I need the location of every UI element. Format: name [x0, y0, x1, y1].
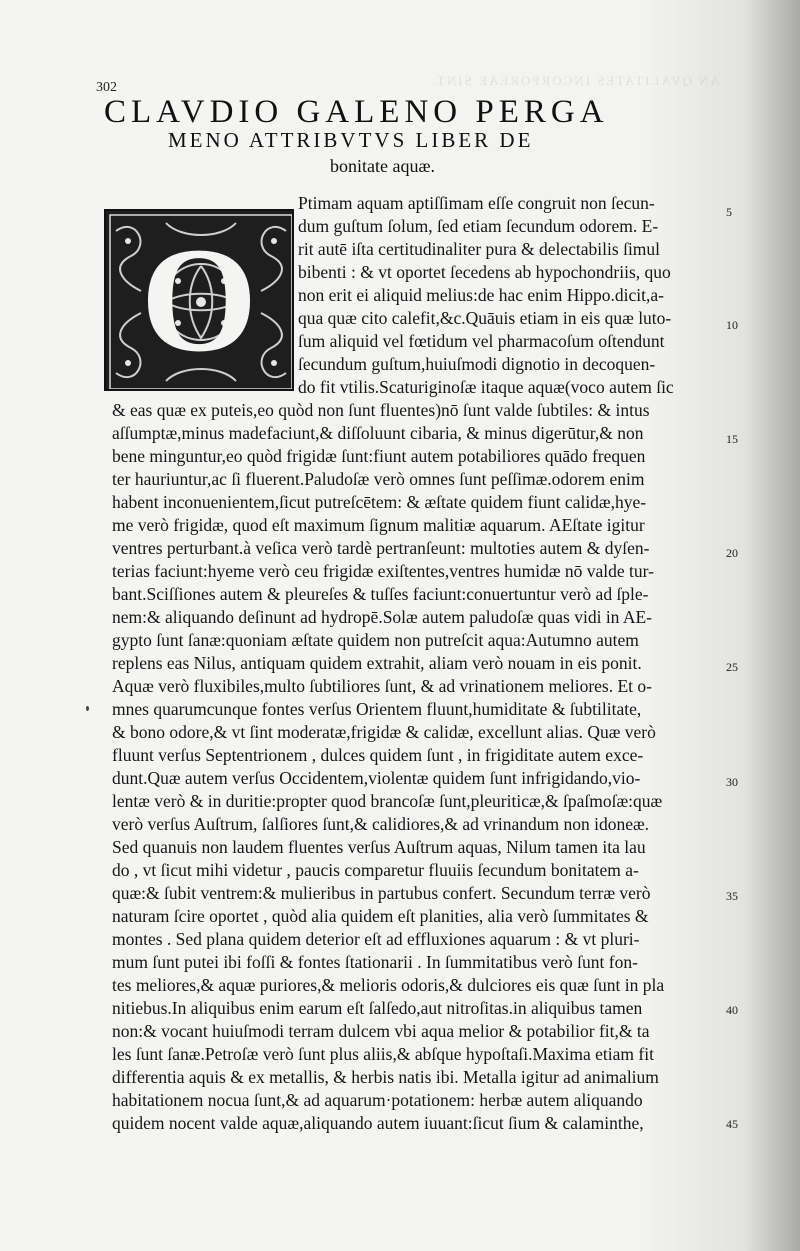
margin-line-number: 30	[726, 775, 738, 789]
margin-line-number: 45	[726, 1117, 738, 1131]
margin-line-number: 20	[726, 546, 738, 560]
text-line: habitationem nocua ſunt,& ad aquarum·potationem: herbæ autem aliquando	[112, 1090, 643, 1110]
text-line: gypto ſunt ſanæ:quoniam æſtate quidem non putreſcit aqua:Autumno autem	[112, 630, 639, 650]
title-line-1: CLAVDIO GALENO PERGA	[104, 94, 609, 130]
text-line: Sed quanuis non laudem fluentes verſus Auſtrum aquas, Nilum tamen ita lau	[112, 837, 646, 857]
text-line: rit autē iſta certitudinaliter pura & delectabilis ſimul	[298, 239, 661, 259]
text-line: mum ſunt putei ibi foſſi & fontes ſtationarii . In ſummitatibus verò ſunt fon-	[112, 952, 638, 972]
text-line: non erit ei aliquid melius:de hac enim Hippo.dicit,a-	[298, 285, 664, 305]
text-line: montes . Sed plana quidem deterior eſt ad effluxiones aquarum : & vt pluri-	[112, 929, 640, 949]
text-line: bene minguntur,eo quòd frigidæ ſunt:fiunt autem potabiliores quādo frequen	[112, 446, 646, 466]
text-line: tes meliores,& aquæ puriores,& melioris odoris,& dulciores eis quæ ſunt in pla	[112, 975, 665, 995]
title-line-3: bonitate aquæ.	[330, 156, 435, 176]
text-line: quæ:& ſubit ventrem:& mulieribus in partubus confert. Secundum terræ verò	[112, 883, 651, 903]
text-line: lentæ verò & in duritie:propter quod brancoſæ ſunt,pleuriticæ,& ſpaſmoſæ:quæ	[112, 791, 663, 811]
margin-line-number: 35	[726, 889, 738, 903]
text-line: dum guſtum ſolum, ſed etiam ſecundum odorem. E-	[298, 216, 659, 236]
text-line: naturam ſcire oportet , quòd alia quidem eſt planities, alia verò ſummitates &	[112, 906, 649, 926]
text-line: qua quæ cito calefit,&c.Quāuis etiam in eis quæ luto-	[298, 308, 672, 328]
text-line: do fit vtilis.Scaturiginoſæ itaque aquæ(voco autem ſic	[298, 377, 674, 397]
margin-line-number: 15	[726, 432, 738, 446]
text-line: verò verſus Auſtrum, ſalſiores ſunt,& calidiores,& ad vrinandum non idoneæ.	[112, 814, 650, 834]
margin-line-number: 25	[726, 660, 738, 674]
text-line: ter hauriuntur,ac ſi fluerent.Paludoſæ verò omnes ſunt peſſimæ.odorem enim	[112, 469, 645, 489]
text-line: & eas quæ ex puteis,eo quòd non ſunt fluentes)nō ſunt valde ſubtiles: & intus	[112, 400, 650, 420]
margin-line-number: 10	[726, 318, 738, 332]
text-line: ſecundum guſtum,huiuſmodi dignotio in decoquen-	[298, 354, 656, 374]
margin-line-number: 5	[726, 205, 732, 219]
text-line: bibenti : & vt oportet ſecedens ab hypochondriis, quo	[298, 262, 671, 282]
text-line: Aquæ verò fluxibiles,multo ſubtiliores ſunt, & ad vrinationem meliores. Et o-	[112, 676, 652, 696]
text-line: nem:& aliquando deſinunt ad hydropē.Solæ autem paludoſæ quas vidi in AE-	[112, 607, 652, 627]
text-line: quidem nocent valde aquæ,aliquando autem iuuant:ſicut ſium & calaminthe,	[112, 1113, 644, 1133]
text-line: ventres perturbant.à veſica verò tardè pertranſeunt: multoties autem & dyſen-	[112, 538, 650, 558]
text-line: Ptimam aquam aptiſſimam eſſe congruit non ſecun-	[298, 193, 655, 213]
initial-letter: O	[140, 217, 258, 383]
text-line: non:& vocant huiuſmodi terram dulcem vbi aqua melior & potabilior fit,& ta	[112, 1021, 650, 1041]
text-line: ſum aliquid vel fœtidum vel pharmacoſum oſtendunt	[298, 331, 665, 351]
text-line: terias faciunt:hyeme verò ceu frigidæ exiſtentes,ventres humidæ nō valde tur-	[112, 561, 654, 581]
text-line: me verò frigidæ, quod eſt maximum ſignum malitiæ aquarum. AEſtate igitur	[112, 515, 645, 535]
title-line-2: MENO ATTRIBVTVS LIBER DE	[168, 128, 534, 152]
text-line: mnes quarumcunque fontes verſus Orientem fluunt,humiditate & ſubtilitate,	[112, 699, 642, 719]
text-line: nitiebus.In aliquibus enim earum eſt ſalſedo,aut nitroſitas.in aliquibus tamen	[112, 998, 643, 1018]
text-line: replens eas Nilus, antiquam quidem extrahit, aliam verò nouam in eis ponit.	[112, 653, 642, 673]
decorated-initial	[104, 209, 294, 391]
margin-line-number: 40	[726, 1003, 738, 1017]
bleed-through-text: AN QVALITATES INCORPOREAE SINT.	[430, 73, 720, 88]
text-line: fluunt verſus Septentrionem , dulces quidem ſunt , in frigiditate autem exce-	[112, 745, 644, 765]
ink-mark	[86, 706, 89, 711]
text-line: les ſunt ſanæ.Petroſæ verò ſunt plus aliis,& abſque hypoſtaſi.Maxima etiam fit	[112, 1044, 654, 1064]
text-line: dunt.Quæ autem verſus Occidentem,violentæ quidem ſunt infrigidando,vio-	[112, 768, 641, 788]
text-line: habent inconuenientem,ſicut putreſcētem: & æſtate quidem fiunt calidæ,hye-	[112, 492, 647, 512]
text-line: differentia aquis & ex metallis, & herbis natis ibi. Metalla igitur ad animalium	[112, 1067, 659, 1087]
page-number: 302	[96, 80, 117, 95]
text-line: aſſumptæ,minus madefaciunt,& diſſoluunt cibaria, & minus digerūtur,& non	[112, 423, 644, 443]
text-line: & bono odore,& vt ſint moderatæ,frigidæ & calidæ, excellunt alias. Quæ verò	[112, 722, 656, 742]
text-line: do , vt ſicut mihi videtur , paucis comparetur fluuiis ſecundum bonitatem a-	[112, 860, 639, 880]
text-line: bant.Sciſſiones autem & pleureſes & tuſſes faciunt:conuertuntur verò ad ſple-	[112, 584, 649, 604]
